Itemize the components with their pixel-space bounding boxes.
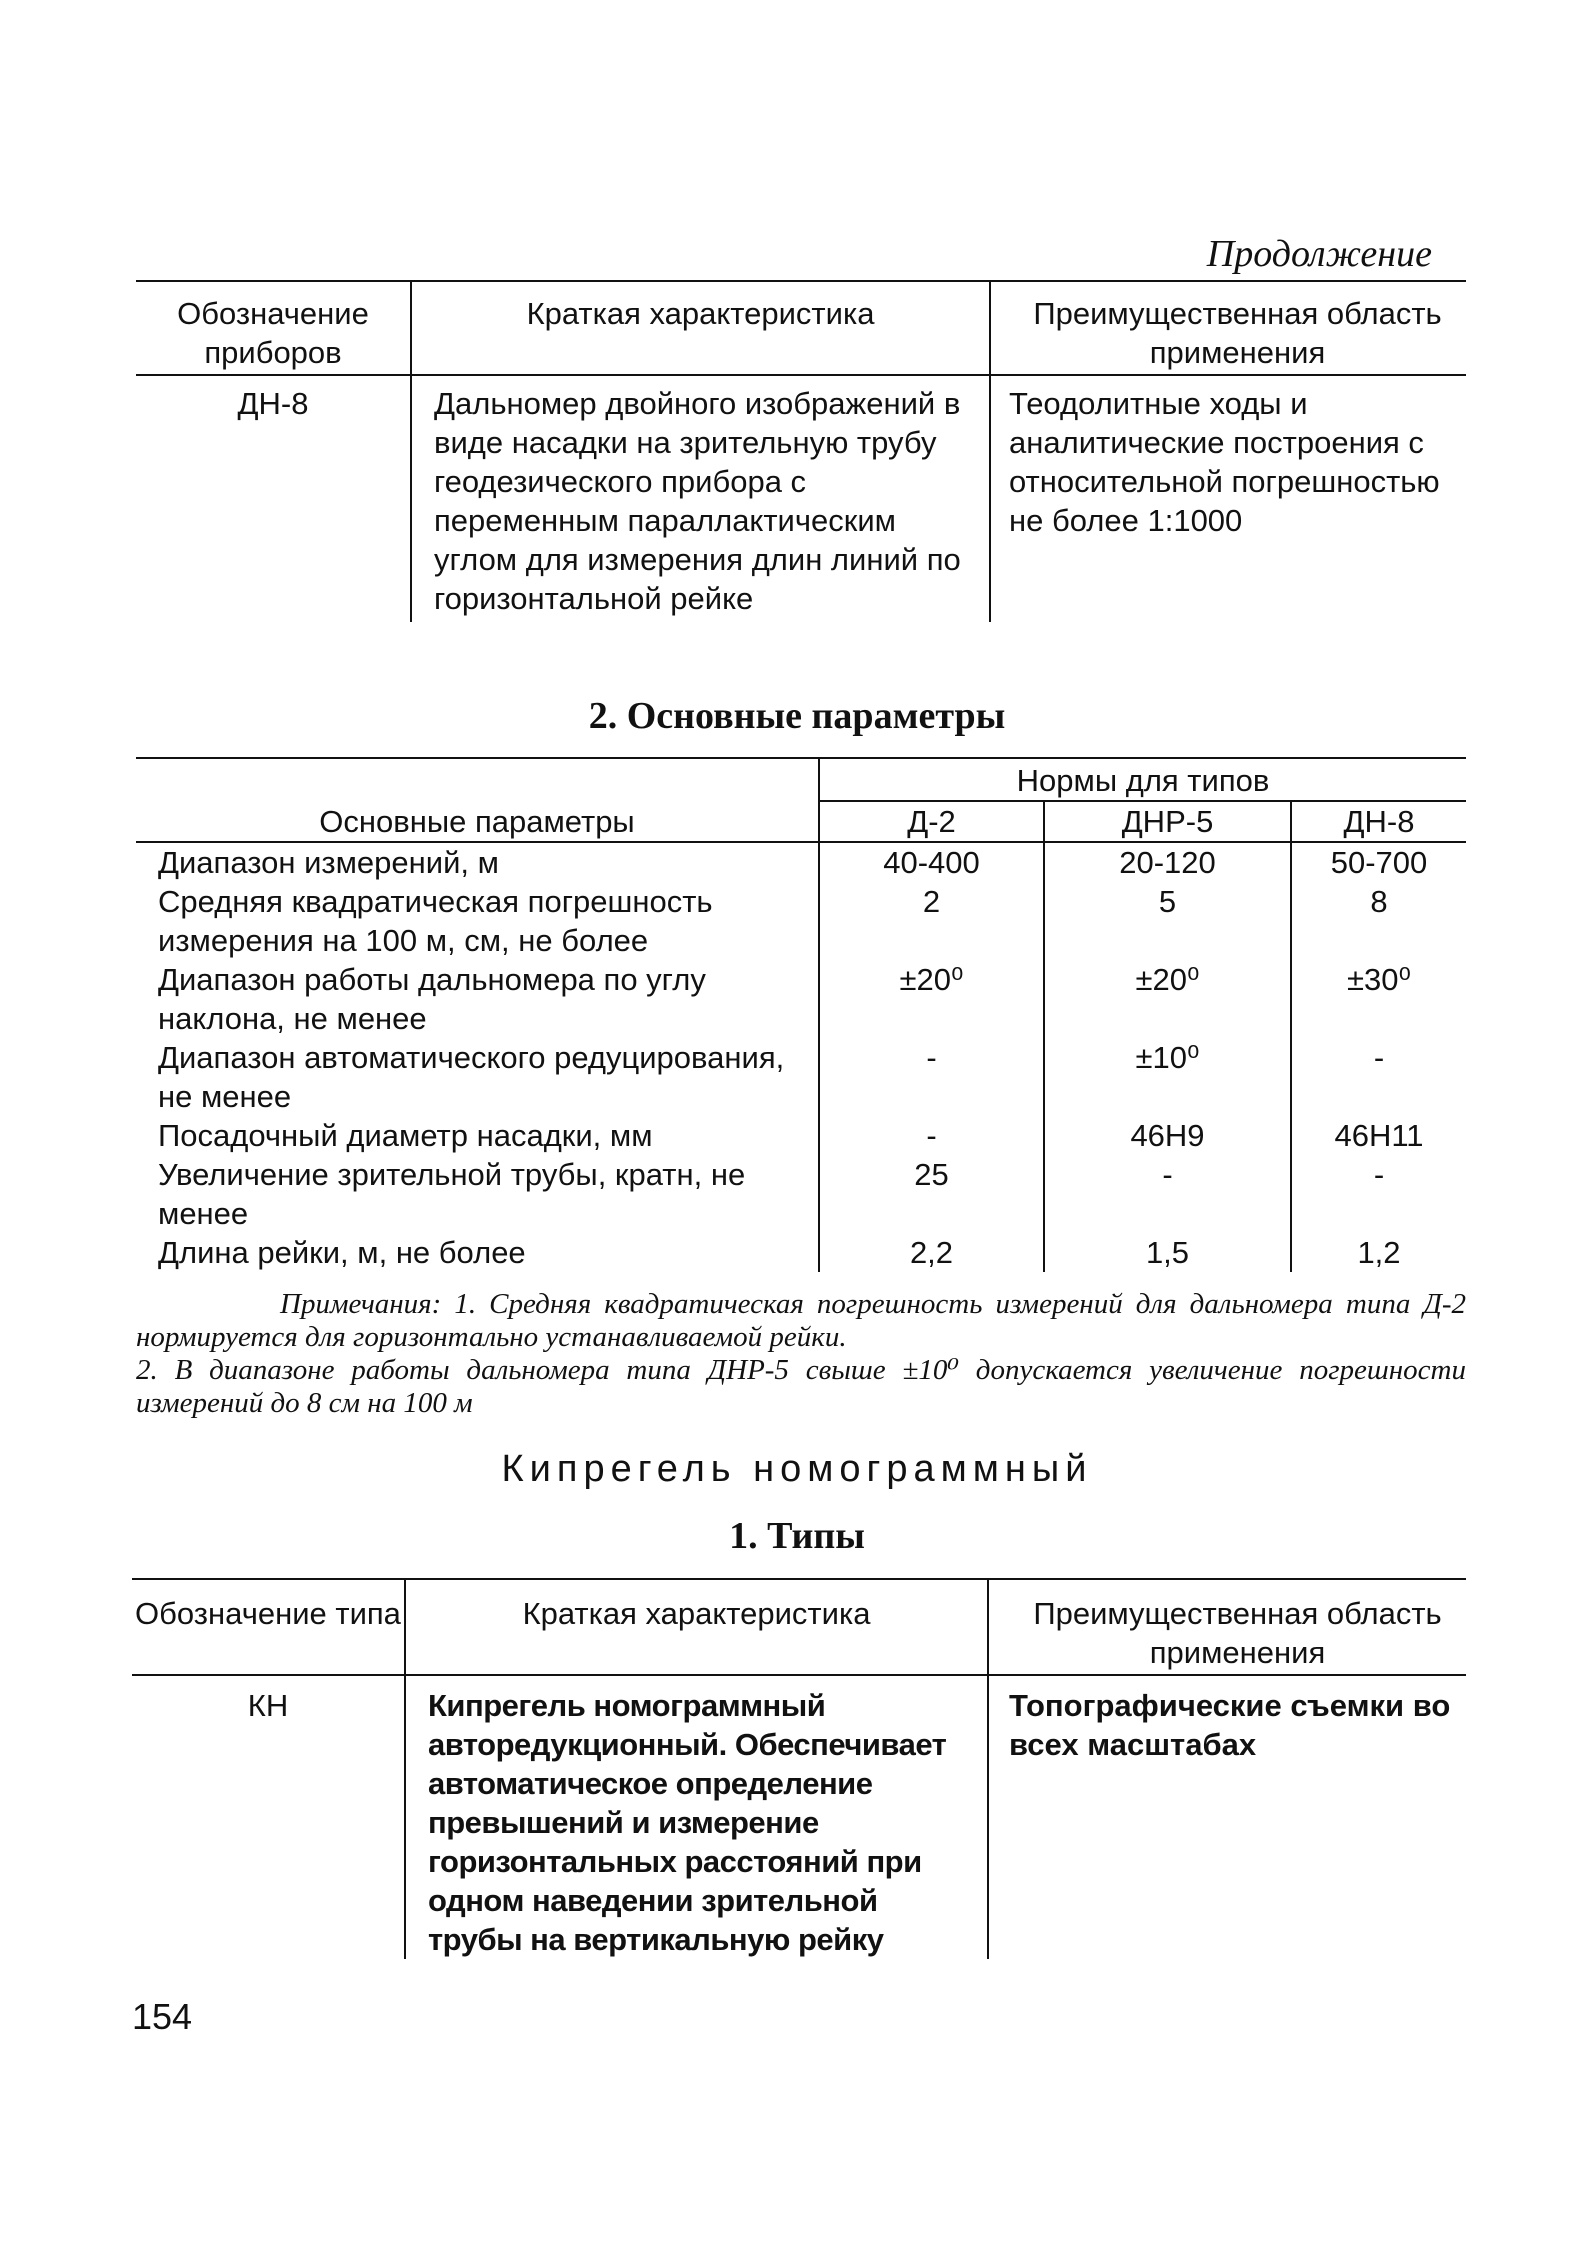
param-value: ±20⁰ <box>1044 960 1291 1038</box>
param-value: 20-120 <box>1044 842 1291 882</box>
param-value: 46Н9 <box>1044 1116 1291 1155</box>
param-value: - <box>1044 1155 1291 1233</box>
table-header-row <box>136 281 1466 375</box>
param-value: 2,2 <box>819 1233 1044 1272</box>
header-application: Преимущественная область применения <box>990 281 1466 375</box>
table-row <box>136 375 1466 622</box>
param-value: 8 <box>1291 882 1466 960</box>
section-subtitle-types: 1. Типы <box>729 1515 865 1557</box>
param-value: 25 <box>819 1155 1044 1233</box>
param-value: 2 <box>819 882 1044 960</box>
param-value: 1,5 <box>1044 1233 1291 1272</box>
param-name: Посадочный диаметр насадки, мм <box>158 1118 653 1153</box>
table-row <box>136 1038 1466 1116</box>
kipregel-application: Топографические съемки во всех масштабах <box>1009 1688 1451 1762</box>
table-row <box>136 1155 1466 1233</box>
param-name: Длина рейки, м, не более <box>158 1235 526 1270</box>
param-name: Диапазон автоматического редуцирования, не менее <box>158 1040 785 1114</box>
param-value: - <box>1291 1155 1466 1233</box>
param-value: ±30⁰ <box>1291 960 1466 1038</box>
param-name: Средняя квадратическая погрешность измерения на 100 м, см, не более <box>158 884 713 958</box>
header-type-dnr5: ДНР-5 <box>1044 801 1291 842</box>
note-1: Примечания: 1. Средняя квадратическая погрешность измерений для дальномера типа Д-2 нормируется для горизонтально устанавливаемой рейки. <box>136 1288 1466 1353</box>
param-value: - <box>819 1116 1044 1155</box>
header-type-dn8: ДН-8 <box>1291 801 1466 842</box>
table-row <box>136 842 1466 882</box>
kipregel-table <box>132 1578 1466 1959</box>
header-description: Краткая характеристика <box>411 281 990 375</box>
param-value: 46Н11 <box>1291 1116 1466 1155</box>
table-row <box>136 1233 1466 1272</box>
param-value: 5 <box>1044 882 1291 960</box>
page-number: 154 <box>132 1996 193 2037</box>
param-name: Увеличение зрительной трубы, кратн, не менее <box>158 1157 746 1231</box>
param-value: 40-400 <box>819 842 1044 882</box>
table-row <box>136 960 1466 1038</box>
device-application: Теодолитные ходы и аналитические построения с относительной погрешностью не более 1:1000 <box>1009 386 1440 538</box>
table-header-row <box>132 1579 1466 1675</box>
section-title-params: 2. Основные параметры <box>588 695 1006 737</box>
header-description: Краткая характеристика <box>405 1579 988 1675</box>
header-norms: Нормы для типов <box>819 758 1466 801</box>
continuation-label: Продолжение <box>1206 233 1432 275</box>
device-designation: ДН-8 <box>237 386 309 421</box>
table-header-row <box>136 758 1466 801</box>
kipregel-description: Кипрегель номограммный авторедукционный. Обеспечивает автоматическое определение превышений и измерение горизонтальных расстояний при одном наведении зрительной трубы на вертикальную рейку <box>405 1675 988 1959</box>
table-row <box>136 882 1466 960</box>
param-value: 50-700 <box>1291 842 1466 882</box>
table-row <box>132 1675 1466 1959</box>
param-value: 1,2 <box>1291 1233 1466 1272</box>
param-value: - <box>819 1038 1044 1116</box>
devices-table <box>136 280 1466 622</box>
section-title-kipregel: Кипрегель номограммный <box>501 1448 1093 1490</box>
header-designation: Обозначение приборов <box>136 281 411 375</box>
device-description: Дальномер двойного изображений в виде насадки на зрительную трубу геодезического прибора с переменным параллактическим углом для измерения длин линий по горизонтальной рейке <box>411 375 990 622</box>
param-name: Диапазон работы дальномера по углу наклона, не менее <box>158 962 706 1036</box>
param-value: ±20⁰ <box>819 960 1044 1038</box>
param-value: - <box>1291 1038 1466 1116</box>
header-application: Преимущественная область применения <box>988 1579 1466 1675</box>
header-designation: Обозначение типа <box>132 1579 405 1675</box>
kipregel-designation: КН <box>247 1688 289 1723</box>
params-table <box>136 757 1466 1272</box>
header-type-d2: Д-2 <box>819 801 1044 842</box>
table-row <box>136 1116 1466 1155</box>
note-2: 2. В диапазоне работы дальномера типа ДНР-5 свыше ±10⁰ допускается увеличение погрешности измерений до 8 см на 100 м <box>136 1354 1466 1419</box>
notes <box>136 1288 1466 1420</box>
header-param: Основные параметры <box>136 758 819 842</box>
param-value: ±10⁰ <box>1044 1038 1291 1116</box>
param-name: Диапазон измерений, м <box>158 845 499 880</box>
